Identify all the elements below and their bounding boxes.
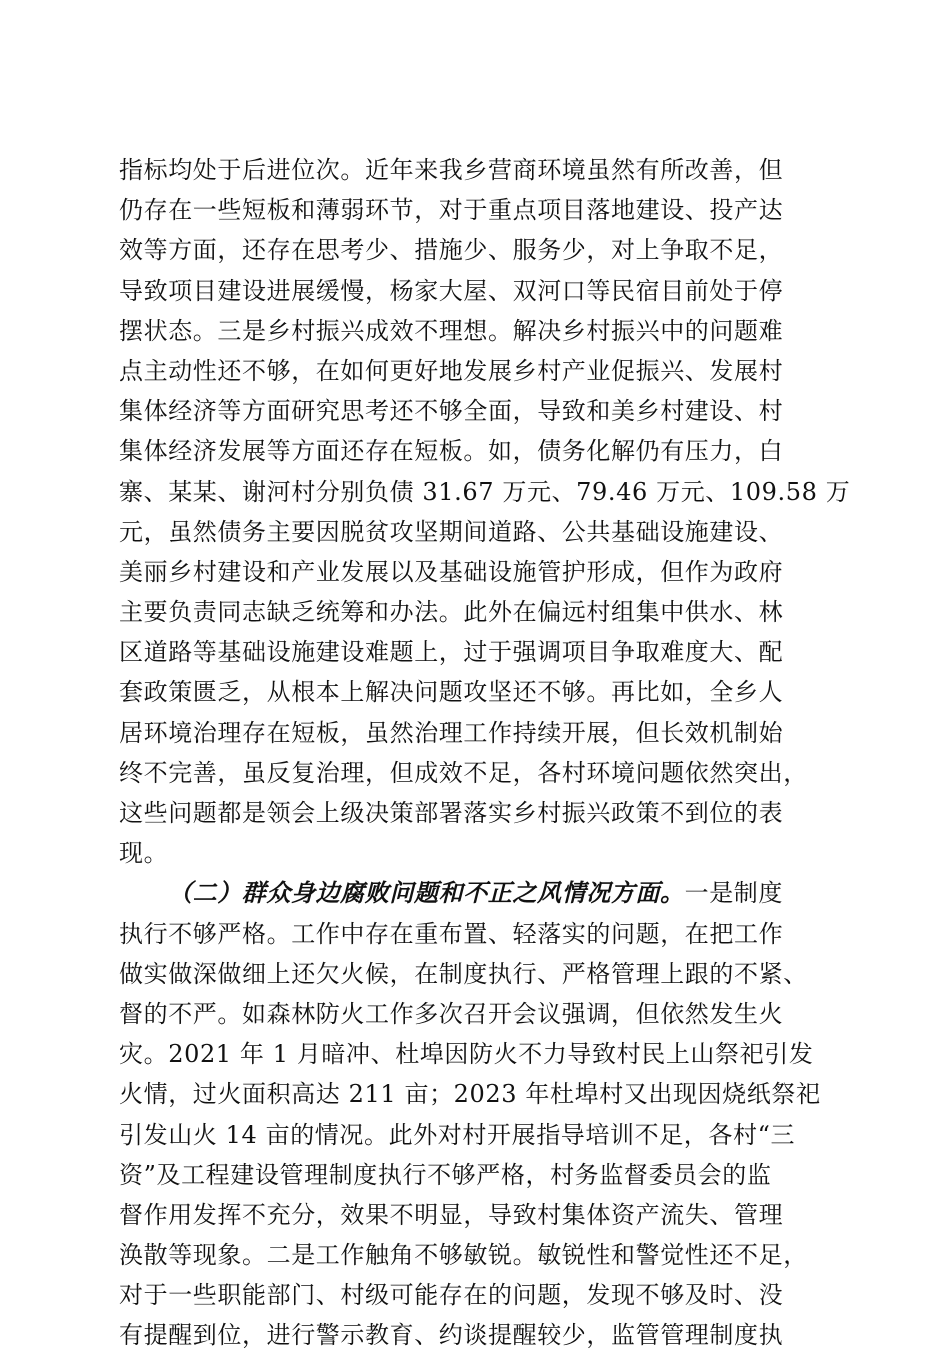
text-line: 执行不够严格。工作中存在重布置、轻落实的问题，在把工作 <box>119 919 784 948</box>
text-line: 引发山火 14 亩的情况。此外对村开展指导培训不足，各村“三 <box>119 1120 796 1149</box>
text-line: 点主动性还不够，在如何更好地发展乡村产业促振兴、发展村 <box>119 356 784 385</box>
document-body <box>119 150 851 1356</box>
text-line: 督的不严。如森林防火工作多次召开会议强调，但依然发生火 <box>119 999 784 1028</box>
section-heading-rest: 一是制度 <box>684 879 784 908</box>
text-line: 对于一些职能部门、村级可能存在的问题，发现不够及时、没 <box>119 1281 784 1310</box>
section-heading-line <box>119 873 839 913</box>
text-line: 仍存在一些短板和薄弱环节，对于重点项目落地建设、投产达 <box>119 196 784 225</box>
text-line: 元，虽然债务主要因脱贫攻坚期间道路、公共基础设施建设、 <box>119 517 784 546</box>
text-line: 现。 <box>119 839 169 868</box>
text-line: 主要负责同志缺乏统筹和办法。此外在偏远村组集中供水、林 <box>119 598 784 627</box>
text-line: 导致项目建设进展缓慢，杨家大屋、双河口等民宿目前处于停 <box>119 276 784 305</box>
text-line: 有提醒到位，进行警示教育、约谈提醒较少，监管管理制度执 <box>119 1321 784 1350</box>
text-line: 资”及工程建设管理制度执行不够严格，村务监督委员会的监 <box>119 1160 772 1189</box>
text-line: 集体经济发展等方面还存在短板。如，债务化解仍有压力，白 <box>119 437 784 466</box>
text-line: 效等方面，还存在思考少、措施少、服务少，对上争取不足， <box>119 236 784 265</box>
text-line: 涣散等现象。二是工作触角不够敏锐。敏锐性和警觉性还不足， <box>119 1241 808 1270</box>
text-line: 灾。2021 年 1 月暗冲、杜埠因防火不力导致村民上山祭祀引发 <box>119 1040 814 1069</box>
text-line: 套政策匮乏，从根本上解决问题攻坚还不够。再比如，全乡人 <box>119 678 784 707</box>
text-line: 美丽乡村建设和产业发展以及基础设施管护形成，但作为政府 <box>119 557 784 586</box>
text-line: 居环境治理存在短板，虽然治理工作持续开展，但长效机制始 <box>119 718 784 747</box>
text-line: 区道路等基础设施建设难题上，过于强调项目争取难度大、配 <box>119 638 784 667</box>
text-line: 指标均处于后进位次。近年来我乡营商环境虽然有所改善，但 <box>119 156 784 184</box>
text-line: 做实做深做细上还欠火候，在制度执行、严格管理上跟的不紧、 <box>119 959 808 988</box>
text-line: 寨、某某、谢河村分别负债 31.67 万元、79.46 万元、109.58 万 <box>119 477 851 506</box>
text-line: 这些问题都是领会上级决策部署落实乡村振兴政策不到位的表 <box>119 799 784 827</box>
text-line: 终不完善，虽反复治理，但成效不足，各村环境问题依然突出， <box>119 758 808 787</box>
section-heading: （二）群众身边腐败问题和不正之风情况方面。 <box>168 878 685 908</box>
text-line: 火情，过火面积高达 211 亩；2023 年杜埠村又出现因烧纸祭祀 <box>119 1080 821 1109</box>
text-line: 督作用发挥不充分，效果不明显，导致村集体资产流失、管理 <box>119 1200 784 1229</box>
text-line: 摆状态。三是乡村振兴成效不理想。解决乡村振兴中的问题难 <box>119 316 784 345</box>
text-line: 集体经济等方面研究思考还不够全面，导致和美乡村建设、村 <box>119 397 784 426</box>
